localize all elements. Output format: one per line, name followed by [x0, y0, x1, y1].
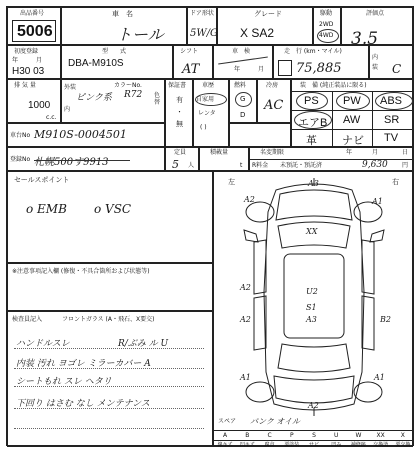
- lot-label: 出品番号: [20, 10, 45, 17]
- legend-desc-b: 凹キズ: [239, 442, 255, 448]
- fuel-gas: G: [240, 95, 246, 103]
- inspector-line-3: 内装 汚れ ヨゴレ ミラーカバー A: [16, 359, 151, 369]
- mark-front: A3: [308, 179, 319, 188]
- fuel-label: 燃料: [234, 82, 247, 89]
- car-right-mirror: [370, 230, 384, 242]
- plate-label: 登録No: [10, 156, 31, 163]
- color-box: [61, 79, 165, 123]
- warranty-no: 無: [176, 120, 183, 128]
- drive-4wd: 4WD: [319, 32, 334, 39]
- equipment-box: [291, 79, 413, 147]
- name-change-year: 年: [346, 149, 353, 156]
- notes-title: ※注意事項記入欄 (修復・不具合箇所および状態等): [12, 268, 150, 275]
- mileage-value: 75,885: [296, 61, 342, 76]
- legend-code-x: X: [400, 432, 405, 439]
- glass-label: フロントガラス (A・飛石、X要交): [62, 316, 155, 323]
- legend-desc-w: 補修跡: [350, 442, 366, 448]
- mileage-box: [273, 45, 369, 79]
- name-change-label: 名変期限: [260, 149, 285, 156]
- legend-code-w: W: [355, 432, 362, 439]
- color-code: R72: [124, 90, 143, 100]
- wheel-front-left: [246, 202, 274, 222]
- equip-airbag: エアB: [298, 117, 328, 129]
- equip-tv: TV: [384, 132, 399, 144]
- ac-label: 冷房: [266, 82, 279, 89]
- fuel-box: [229, 79, 257, 123]
- legend-desc-a: 線キズ: [217, 442, 233, 448]
- load-unit: t: [240, 162, 243, 169]
- capacity-value: 5: [172, 158, 179, 171]
- mark-rl: A1: [240, 373, 251, 382]
- vehicle-name-label: 車 名: [112, 10, 133, 18]
- displacement-box: [7, 79, 61, 123]
- fuel-ac-filler: [229, 123, 291, 147]
- drive-2wd: 2WD: [319, 21, 334, 28]
- plate-value: 札幌500す9913: [34, 157, 109, 168]
- door-label: ドア形状: [190, 10, 214, 17]
- lot-number-box: [7, 7, 61, 45]
- drive-box: [313, 7, 341, 45]
- notes-box: [7, 263, 213, 311]
- equip-navi: ナビ: [342, 135, 364, 147]
- inspection-label: 車 検: [232, 48, 251, 55]
- history-label: 車歴: [202, 82, 215, 89]
- color-value: ピンク系: [76, 93, 112, 103]
- diagram-left: 左: [228, 178, 235, 186]
- recycle-label: R料金: [252, 162, 269, 169]
- shift-box: [173, 45, 213, 79]
- sales-point-2: o VSC: [94, 202, 132, 216]
- inspector-line-1: ハンドルスレ: [16, 339, 70, 349]
- damage-diagram-box: [213, 171, 413, 447]
- interior-label-bottom: 装: [372, 64, 379, 71]
- car-roof: [284, 254, 344, 338]
- name-change-box: [249, 147, 413, 171]
- load-box: [199, 147, 249, 171]
- mark-left-door: A2: [240, 283, 251, 292]
- damage-legend: [214, 430, 414, 449]
- equip-leather: 革: [306, 135, 317, 147]
- color-change-label: 色替: [154, 92, 161, 106]
- car-tail: [274, 376, 354, 403]
- score-label: 評価点: [366, 10, 385, 17]
- displacement-label: 排 気 量: [14, 82, 36, 89]
- equip-aw: AW: [343, 114, 361, 126]
- car-diagram-svg: [214, 172, 414, 448]
- mark-left-rear: A2: [240, 315, 251, 324]
- history-rental: レンタ: [198, 110, 216, 117]
- diagram-right: 右: [392, 178, 399, 186]
- car-left-mirror: [244, 230, 258, 242]
- history-private: 自家用: [196, 96, 215, 103]
- sales-points-title: セールスポイント: [14, 176, 70, 184]
- legend-desc-c: 腐食: [264, 442, 275, 448]
- mark-roof-3: A3: [306, 315, 317, 324]
- first-reg-box: [7, 45, 61, 79]
- wheel-rear-right: [354, 382, 382, 402]
- mark-rr: A1: [374, 373, 385, 382]
- name-change-day: 日: [402, 149, 409, 156]
- equip-pw-circle: [336, 92, 370, 110]
- month-label: 月: [36, 57, 43, 64]
- warranty-label: 保証書: [168, 82, 187, 89]
- mileage-checkbox: [278, 60, 292, 76]
- recycle-value: 9,630: [362, 160, 388, 170]
- legend-desc-xx: 交換済: [373, 442, 389, 448]
- history-box: [193, 79, 229, 147]
- lot-number-frame: [12, 20, 56, 42]
- history-other: ( ): [200, 124, 207, 131]
- color-out-label: 外装: [64, 84, 77, 91]
- legend-code-u: U: [334, 432, 339, 439]
- capacity-label: 定員: [174, 149, 187, 156]
- color-in-label: 内: [64, 106, 71, 113]
- drive-circle: [317, 29, 339, 43]
- interior-value: C: [392, 62, 402, 76]
- fuel-circle: [235, 92, 252, 107]
- warranty-box: [165, 79, 193, 147]
- name-change-month: 月: [372, 149, 379, 156]
- drive-label: 駆動: [320, 10, 333, 17]
- interior-label-top: 内: [372, 54, 379, 61]
- legend-code-b: B: [245, 432, 250, 439]
- ac-box: [257, 79, 291, 123]
- color-no-label: カラーNo.: [114, 82, 142, 89]
- plate-box: [7, 147, 165, 171]
- legend-desc-x: 要交換: [395, 442, 411, 448]
- equip-airbag-circle: [294, 111, 332, 129]
- chassis-label: 車台No: [10, 132, 31, 139]
- inspection-year: 年: [234, 66, 241, 73]
- vehicle-name: トール: [116, 25, 164, 44]
- door-value: 5W/G: [190, 28, 218, 39]
- mark-fr: A1: [372, 197, 383, 206]
- equip-abs: ABS: [380, 95, 403, 107]
- inspection-box: [213, 45, 273, 79]
- mileage-label: 走 行 (km・マイル): [284, 48, 342, 55]
- grade-label: グレード: [254, 10, 282, 18]
- plate-strike: [34, 160, 130, 161]
- legend-code-p: P: [289, 432, 294, 439]
- first-reg-value: H30 03: [12, 66, 45, 77]
- model-value: DBA-M910S: [68, 58, 124, 69]
- legend-desc-p: 要塗装: [284, 442, 300, 448]
- model-label: 型 式: [102, 48, 127, 55]
- chassis-box: [7, 123, 165, 147]
- first-reg-label: 初度登録: [14, 48, 39, 55]
- warranty-dot: ・: [176, 108, 183, 116]
- model-box: [61, 45, 173, 79]
- inspector-line-2: R/ぶみ ル U: [118, 339, 169, 349]
- legend-desc-u: 凹み: [331, 442, 342, 448]
- warranty-yes: 有: [176, 96, 183, 104]
- recycle-note: 未預託・預託済: [280, 162, 323, 169]
- inspection-month: 月: [258, 66, 265, 73]
- vehicle-name-box: [61, 7, 187, 45]
- equip-ps: PS: [304, 95, 319, 107]
- displacement-value: 1000: [28, 100, 51, 111]
- interior-box: [369, 45, 413, 79]
- car-body-outline: [264, 184, 364, 410]
- legend-code-s: S: [312, 432, 316, 439]
- auction-sheet: [6, 6, 414, 446]
- equip-ps-circle: [296, 92, 328, 110]
- fuel-diesel: D: [240, 111, 246, 119]
- mark-roof: U2: [306, 287, 318, 296]
- inspector-line-4: シートもれ スレ ヘタリ: [16, 377, 112, 387]
- car-rear-window: [278, 344, 350, 372]
- capacity-box: [165, 147, 199, 171]
- history-circle: [195, 93, 227, 106]
- wheel-rear-left: [246, 382, 274, 402]
- grade-value: X SA2: [240, 26, 275, 40]
- sales-point-1: o EMB: [26, 202, 67, 216]
- door-box: [187, 7, 217, 45]
- displacement-unit: c.c.: [46, 114, 57, 121]
- legend-code-a: A: [223, 432, 228, 439]
- score-value: 3.5: [351, 29, 379, 49]
- load-label: 積載量: [210, 149, 229, 156]
- equip-label: 装 備 (純正装品に限る): [300, 82, 367, 89]
- chassis-value: M910S-0004501: [34, 128, 127, 141]
- sales-points-box: [7, 171, 213, 263]
- mark-roof-2: S1: [306, 303, 317, 312]
- shift-value: AT: [182, 62, 200, 77]
- inspector-line-5: 下回り はさむ なし メンテナンス: [16, 399, 150, 409]
- recycle-unit: 円: [402, 162, 409, 169]
- equip-sr: SR: [384, 114, 400, 126]
- legend-code-xx: XX: [376, 432, 385, 439]
- year-label: 年: [12, 57, 19, 64]
- spare-note: パンク オイル: [250, 417, 300, 426]
- spare-label: スペア: [218, 418, 237, 425]
- shift-label: シフト: [180, 48, 199, 55]
- ac-value: AC: [264, 98, 284, 113]
- mark-right-side: B2: [380, 315, 391, 324]
- legend-code-c: C: [267, 432, 272, 439]
- inspector-title: 検査員記入: [12, 316, 43, 323]
- mark-windshield: XX: [306, 227, 318, 236]
- inspection-strike: [218, 57, 268, 65]
- inspector-box: [7, 311, 213, 447]
- mark-rear: A2: [308, 401, 319, 410]
- grade-box: [217, 7, 313, 45]
- equip-pw: PW: [343, 95, 361, 107]
- lot-number: 5006: [17, 23, 53, 40]
- legend-desc-s: サビ: [308, 442, 319, 448]
- car-hood: [276, 190, 352, 220]
- equip-abs-circle: [375, 92, 413, 110]
- capacity-unit: 人: [188, 162, 195, 169]
- mark-fl: A2: [244, 195, 255, 204]
